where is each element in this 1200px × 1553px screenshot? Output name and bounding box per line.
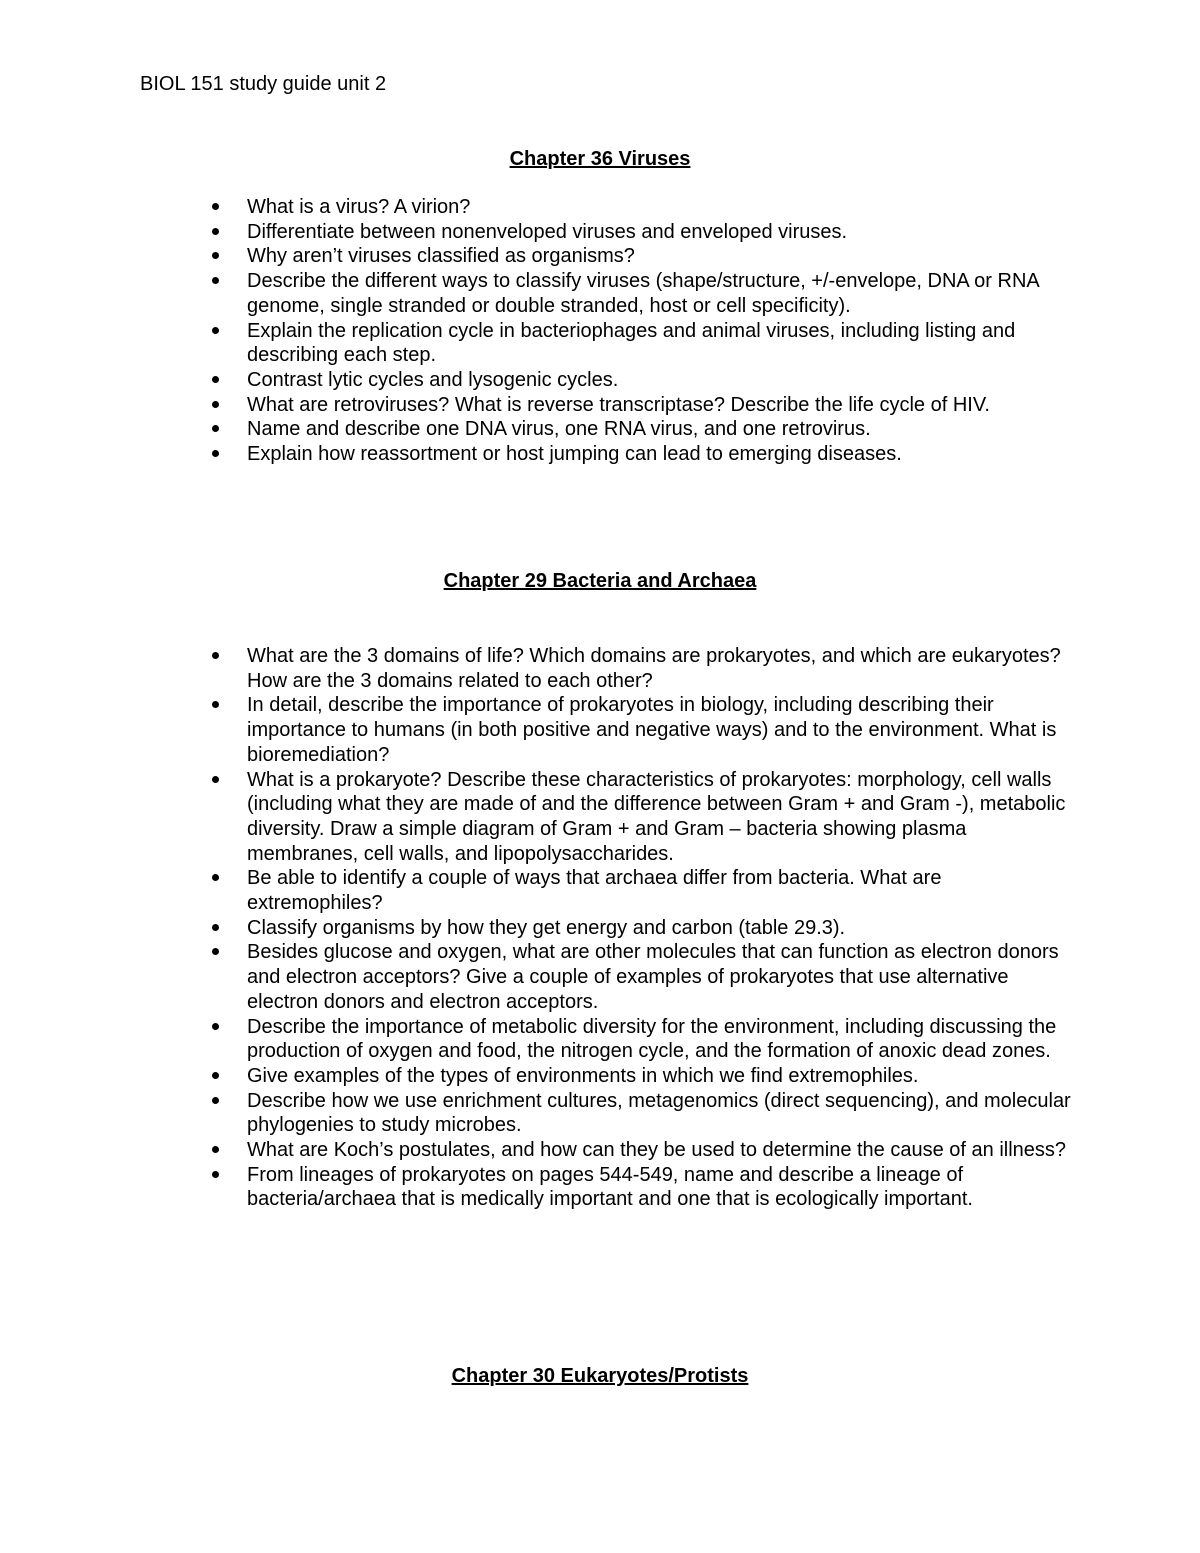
list-item [212, 693, 1072, 767]
list-item [212, 319, 1072, 368]
list-item [212, 1089, 1072, 1138]
list-item [212, 417, 1072, 442]
list-item [212, 1015, 1072, 1064]
section-heading-chapter-30: Chapter 30 Eukaryotes/Protists [451, 1365, 749, 1387]
list-item-text: Describe the different ways to classify viruses (shape/structure, +/-envelope, DNA or RNA genome, single stranded or double stranded, host or cell specificity). [247, 270, 1039, 317]
list-item [212, 269, 1072, 318]
list-item [212, 393, 1072, 418]
list-item-text: What is a prokaryote? Describe these characteristics of prokaryotes: morphology, cell walls (including what they are made of and the difference between Gram + and Gram -), metabolic diversity. Draw a simple diagram of Gram + and Gram – bacteria showing plasma membranes, cell walls, and lipopolysaccharides. [247, 768, 1066, 865]
list-item [212, 1138, 1072, 1163]
section-heading-chapter-36: Chapter 36 Viruses [509, 148, 691, 170]
list-item [212, 442, 1072, 467]
list-item-text: What is a virus? A virion? [247, 196, 471, 218]
question-list-chapter-29 [212, 644, 1072, 1212]
list-item [212, 644, 1072, 693]
list-item-text: What are the 3 domains of life? Which domains are prokaryotes, and which are eukaryotes? How are the 3 domains related to each other? [247, 645, 1061, 692]
list-item-text: Give examples of the types of environments in which we find extremophiles. [247, 1064, 919, 1087]
list-item-text: Describe how we use enrichment cultures, metagenomics (direct sequencing), and molecular phylogenies to study microbes. [247, 1089, 1071, 1137]
list-item [212, 220, 1072, 245]
list-item [212, 1163, 1072, 1212]
document-header: BIOL 151 study guide unit 2 [140, 73, 387, 95]
list-item-text: Contrast lytic cycles and lysogenic cycles. [247, 368, 619, 391]
list-item [212, 768, 1072, 867]
list-item-text: Besides glucose and oxygen, what are other molecules that can function as electron donors and electron acceptors? Give a couple of examples of prokaryotes that use alternative electron donors and electron acceptors. [247, 941, 1059, 1013]
list-item [212, 244, 1072, 269]
list-item-text: Explain the replication cycle in bacteriophages and animal viruses, including listing and describing each step. [247, 319, 1016, 367]
list-item-text: What are retroviruses? What is reverse transcriptase? Describe the life cycle of HIV. [247, 393, 990, 416]
list-item [212, 368, 1072, 393]
list-item-text: What are Koch’s postulates, and how can they be used to determine the cause of an illness? [247, 1139, 1067, 1162]
list-item-text: Explain how reassortment or host jumping can lead to emerging diseases. [247, 443, 902, 466]
list-item-text: In detail, describe the importance of prokaryotes in biology, including describing their importance to humans (in both positive and negative ways) and to the environment. What is bioremediation? [247, 694, 1057, 766]
list-item [212, 195, 1072, 220]
section-heading-chapter-29: Chapter 29 Bacteria and Archaea [443, 570, 757, 592]
list-item-text: From lineages of prokaryotes on pages 544-549, name and describe a lineage of bacteria/archaea that is medically important and one that is ecologically important. [247, 1163, 973, 1211]
list-item-text: Why aren’t viruses classified as organisms? [247, 245, 635, 268]
list-item [212, 866, 1072, 915]
list-item-text: Describe the importance of metabolic diversity for the environment, including discussing the production of oxygen and food, the nitrogen cycle, and the formation of anoxic dead zones. [247, 1015, 1057, 1063]
list-item [212, 1064, 1072, 1089]
list-item-text: Classify organisms by how they get energy and carbon (table 29.3). [247, 916, 846, 939]
question-list-chapter-36 [212, 195, 1072, 467]
list-item-text: Differentiate between nonenveloped viruses and enveloped viruses. [247, 220, 848, 243]
list-item-text: Be able to identify a couple of ways that archaea differ from bacteria. What are extremophiles? [247, 867, 942, 915]
list-item-text: Name and describe one DNA virus, one RNA virus, and one retrovirus. [247, 418, 871, 441]
list-item [212, 940, 1072, 1014]
list-item [212, 916, 1072, 941]
